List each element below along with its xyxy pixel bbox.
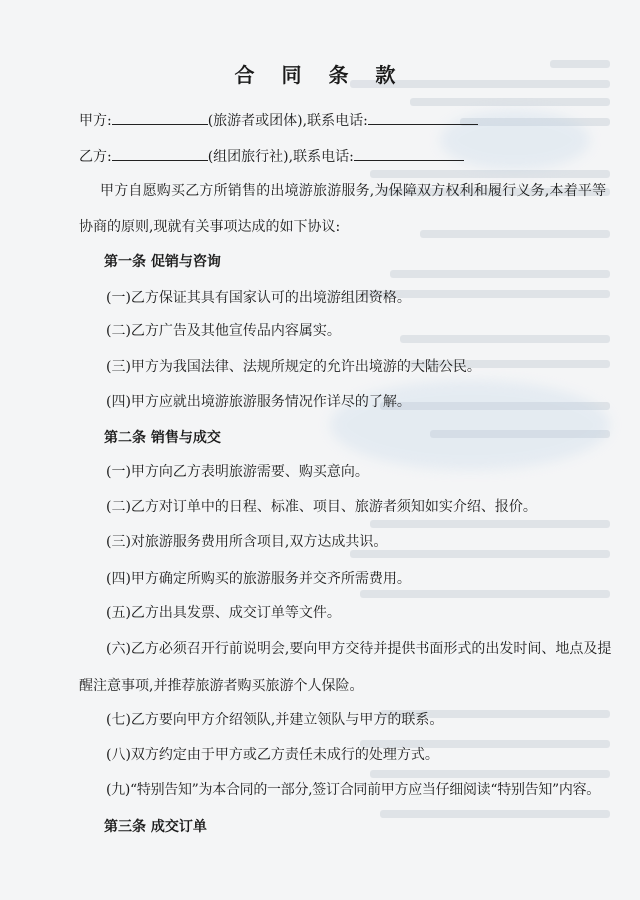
party-b-name-field[interactable] (112, 146, 208, 161)
article-1-item: (二)乙方广告及其他宣传品内容属实。 (106, 323, 341, 339)
intro-paragraph-continued: 协商的原则,现就有关事项达成的如下协议: (79, 219, 341, 235)
party-a-label: 甲方: (79, 113, 112, 129)
article-2-heading: 第二条 销售与成交 (104, 430, 221, 446)
party-a-name-field[interactable] (112, 110, 208, 125)
article-2-item: (三)对旅游服务费用所含项目,双方达成共识。 (106, 534, 388, 550)
party-b-label: 乙方: (79, 149, 112, 165)
article-2-item: (七)乙方要向甲方介绍领队,并建立领队与甲方的联系。 (106, 712, 444, 728)
party-b-suffix: (组团旅行社),联系电话: (207, 149, 354, 165)
article-2-item: (六)乙方必须召开行前说明会,要向甲方交待并提供书面形式的出发时间、地点及提 (106, 641, 612, 657)
article-2-item: (五)乙方出具发票、成交订单等文件。 (106, 605, 341, 621)
party-a-phone-field[interactable] (368, 110, 478, 125)
article-1-item: (一)乙方保证其具有国家认可的出境游组团资格。 (106, 290, 411, 306)
article-2-item: (四)甲方确定所购买的旅游服务并交齐所需费用。 (106, 571, 411, 587)
article-2-item: (二)乙方对订单中的日程、标准、项目、旅游者须知如实介绍、报价。 (106, 499, 537, 515)
article-2-item-continued: 醒注意事项,并推荐旅游者购买旅游个人保险。 (79, 678, 364, 694)
article-1-heading: 第一条 促销与咨询 (104, 254, 221, 270)
article-1-item: (四)甲方应就出境游旅游服务情况作详尽的了解。 (106, 394, 411, 410)
party-b-line (79, 146, 464, 166)
article-3-heading: 第三条 成交订单 (104, 819, 207, 835)
article-2-item: (一)甲方向乙方表明旅游需要、购买意向。 (106, 464, 369, 480)
party-a-line (79, 110, 478, 130)
party-b-phone-field[interactable] (354, 146, 464, 161)
article-1-item: (三)甲方为我国法律、法规所规定的允许出境游的大陆公民。 (106, 359, 481, 375)
intro-paragraph: 甲方自愿购买乙方所销售的出境游旅游服务,为保障双方权利和履行义务,本着平等 (100, 183, 607, 199)
party-a-suffix: (旅游者或团体),联系电话: (207, 113, 368, 129)
article-2-item: (九)“特别告知”为本合同的一部分,签订合同前甲方应当仔细阅读“特别告知”内容。 (106, 782, 601, 798)
contract-title: 合 同 条 款 (234, 63, 406, 87)
article-2-item: (八)双方约定由于甲方或乙方责任未成行的处理方式。 (106, 747, 439, 763)
